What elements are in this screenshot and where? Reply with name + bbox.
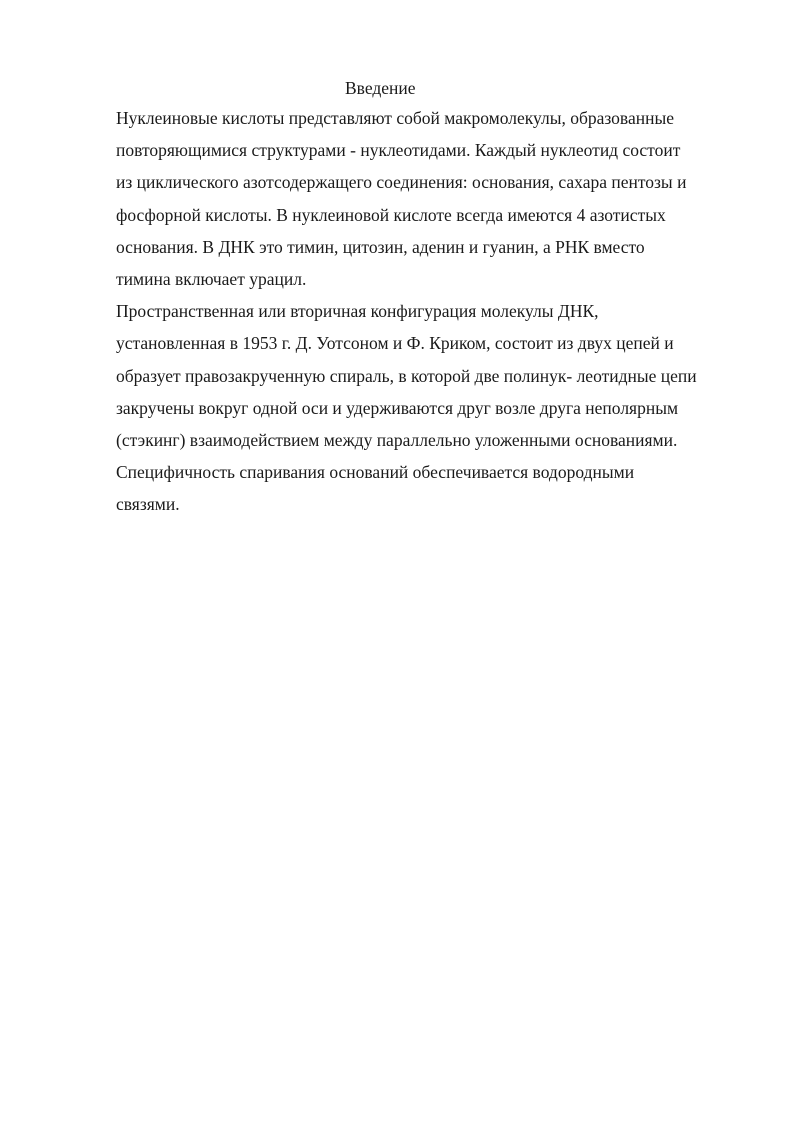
text-line: повторяющимися структурами - нуклеотидами. Каждый нуклеотид состоит bbox=[116, 140, 681, 161]
document-title: Введение bbox=[345, 78, 416, 98]
text-line: связями. bbox=[116, 494, 180, 515]
text-line: (стэкинг) взаимодействием между параллельно уложенными основаниями. bbox=[116, 429, 678, 450]
text-line: установленная в 1953 г. Д. Уотсоном и Ф. Криком, состоит из двух цепей и bbox=[116, 333, 674, 354]
text-line: образует правозакрученную спираль, в которой две полинук- леотидные цепи bbox=[116, 365, 697, 386]
text-line: закручены вокруг одной оси и удерживаются друг возле друга неполярным bbox=[116, 397, 679, 418]
paragraph-dna-structure bbox=[116, 295, 756, 520]
text-line: Нуклеиновые кислоты представляют собой макромолекулы, образованные bbox=[116, 108, 674, 128]
text-line: фосфорной кислоты. В нуклеиновой кислоте всегда имеются 4 азотистых bbox=[116, 204, 666, 225]
text-line: из циклического азотсодержащего соединения: основания, сахара пентозы и bbox=[116, 172, 687, 193]
document-body bbox=[116, 74, 756, 520]
text-line: Специфичность спаривания оснований обеспечивается водородными bbox=[116, 462, 635, 483]
text-line: тимина включает урацил. bbox=[116, 268, 307, 289]
text-line: основания. В ДНК это тимин, цитозин, аденин и гуанин, а РНК вместо bbox=[116, 236, 645, 257]
paragraph-intro bbox=[116, 102, 756, 295]
text-line: Пространственная или вторичная конфигурация молекулы ДНК, bbox=[116, 301, 599, 322]
